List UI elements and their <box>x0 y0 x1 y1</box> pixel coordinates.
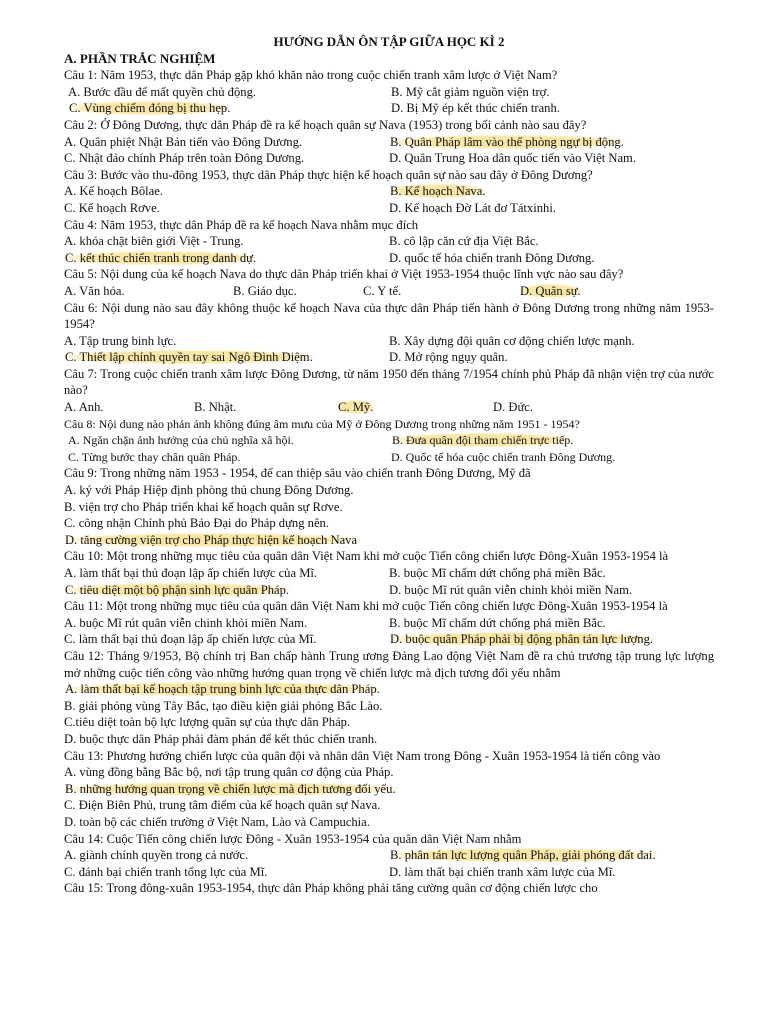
option: A. làm thất bại thủ đoạn lập ấp chiến lược của Mĩ. <box>64 566 318 580</box>
answer-option: B. Đưa quân đội tham chiến trực tiếp. <box>392 433 574 448</box>
option: A. Ngăn chặn ảnh hưởng của chủ nghĩa xã hội. <box>68 433 294 448</box>
option: A. ký với Pháp Hiệp định phòng thủ chung Đông Dương. <box>64 483 354 498</box>
option: A. khóa chặt biên giới Việt - Trung. <box>64 234 244 249</box>
answer-option: C. kết thúc chiến tranh trong danh dự. <box>65 250 257 265</box>
option: D. Quốc tế hóa cuộc chiến tranh Đông Dương. <box>391 449 616 464</box>
question-13: Câu 13: Phương hướng chiến lược của quân đội và nhân dân Việt Nam trong Đông - Xuân 1953-1954 là tiến công vào <box>64 748 661 763</box>
options-14 <box>64 847 714 864</box>
options-10 <box>64 565 714 582</box>
option: D. buộc Mĩ rút quân viễn chinh khỏi miền Nam. <box>389 582 633 597</box>
question-5: Câu 5: Nội dung của kế hoạch Nava do thực dân Pháp triển khai ở Việt 1953-1954 thuộc lĩnh vực nào sau đây? <box>64 267 624 282</box>
options-6 <box>64 333 714 350</box>
options-4 <box>64 233 714 250</box>
question-7: Câu 7: Trong cuộc chiến tranh xâm lược Đông Dương, từ năm 1950 đến tháng 7/1954 chính phủ Pháp đã nhận viện trợ của nước nào? <box>64 366 714 398</box>
options-1b <box>64 100 714 117</box>
worksheet-page <box>64 34 714 897</box>
question-1: Câu 1: Năm 1953, thực dân Pháp gặp khó khăn nào trong cuộc chiến tranh xâm lược ở Việt Nam? <box>64 68 558 83</box>
option: D. làm thất bại chiến tranh xâm lược của Mĩ. <box>389 864 616 879</box>
answer-option: B. Kế hoạch Nava. <box>390 184 486 199</box>
option: B. giải phóng vùng Tây Bắc, tạo điều kiện giải phóng Bắc Lào. <box>64 698 383 713</box>
option: B. buộc Mĩ chấm dứt chống phá miền Bắc. <box>389 566 606 580</box>
option: A. Quân phiệt Nhật Bản tiến vào Đông Dương. <box>64 134 303 149</box>
question-9: Câu 9: Trong những năm 1953 - 1954, để can thiệp sâu vào chiến tranh Đông Dương, Mỹ đã <box>64 466 531 481</box>
options-11 <box>64 615 714 632</box>
option: D. quốc tế hóa chiến tranh Đông Dương. <box>389 250 595 265</box>
options-2 <box>64 134 714 151</box>
option: D. Quân Trung Hoa dân quốc tiến vào Việt Nam. <box>389 151 637 166</box>
answer-option: C. Thiết lập chính quyền tay sai Ngô Đình Diệm. <box>65 350 313 365</box>
option: B. viện trợ cho Pháp triển khai kế hoạch quân sự Rơve. <box>64 499 343 514</box>
option: B. Xây dựng đội quân cơ động chiến lược mạnh. <box>389 333 635 348</box>
option: D. Bị Mỹ ép kết thúc chiến tranh. <box>391 101 560 116</box>
option: B. cô lập căn cứ địa Việt Bắc. <box>389 234 539 249</box>
question-12: Câu 12: Tháng 9/1953, Bộ chính trị Ban chấp hành Trung ương Đảng Lao động Việt Nam đề ra chủ trương tập trung lực lượng mở những cuộc tiến công vào những hướng quan trọng về chiến lược mà địch tương đối yếu nhằm <box>64 648 714 680</box>
answer-option: C. tiêu diệt một bộ phận sinh lực quân Pháp. <box>65 582 290 597</box>
option: B. Nhật. <box>194 400 237 415</box>
question-14: Câu 14: Cuộc Tiến công chiến lược Đông - Xuân 1953-1954 của quân dân Việt Nam nhằm <box>64 831 522 846</box>
question-11: Câu 11: Một trong những mục tiêu của quân dân Việt Nam khi mở cuộc Tiến công chiến lược Đông-Xuân 1953-1954 là <box>64 599 668 614</box>
option: B. buộc Mĩ chấm dứt chống phá miền Bắc. <box>389 615 606 630</box>
options-2b <box>64 150 714 167</box>
answer-option: D. buộc quân Pháp phải bị động phân tán lực lượng. <box>390 632 654 647</box>
options-8b <box>64 449 714 466</box>
option: C. công nhận Chính phủ Bảo Đại do Pháp dựng nên. <box>64 516 329 531</box>
option: D. toàn bộ các chiến trường ở Việt Nam, Lào và Campuchia. <box>64 814 370 829</box>
answer-option: B. phân tán lực lượng quân Pháp, giải phóng đất đai. <box>390 848 656 863</box>
options-1 <box>64 84 714 101</box>
options-6b <box>64 349 714 366</box>
option: C. Y tế. <box>363 283 402 298</box>
option: B. Giáo dục. <box>233 283 297 298</box>
option: C. Nhật đảo chính Pháp trên toàn Đông Dương. <box>64 151 305 166</box>
answer-option: D. tăng cường viện trợ cho Pháp thực hiện kế hoạch Nava <box>65 532 358 547</box>
option: A. Anh. <box>64 400 104 415</box>
options-7 <box>64 399 714 416</box>
option: C. Từng bước thay chân quân Pháp. <box>68 449 241 464</box>
options-10b <box>64 582 714 599</box>
answer-option: B. Quân Pháp lâm vào thế phòng ngự bị động. <box>390 134 624 149</box>
question-6: Câu 6: Nội dung nào sau đây không thuộc kế hoạch Nava của thực dân Pháp tiến hành ở Đông Dương trong những năm 1953-1954? <box>64 300 714 332</box>
answer-option: C. Vùng chiếm đóng bị thu hẹp. <box>69 101 231 116</box>
option: D. Đức. <box>493 400 534 415</box>
options-3 <box>64 183 714 200</box>
option: D. buộc thực dân Pháp phải đàm phán để kết thúc chiến tranh. <box>64 731 378 746</box>
option: A. buộc Mĩ rút quân viễn chinh khỏi miền Nam. <box>64 615 308 630</box>
page-title: HƯỚNG DẪN ÔN TẬP GIỮA HỌC KÌ 2 <box>273 34 505 49</box>
option: A. Kế hoạch Bôlae. <box>64 184 163 199</box>
option: C. làm thất bại thủ đoạn lập ấp chiến lược của Mĩ. <box>64 632 317 647</box>
option: A. Văn hóa. <box>64 283 125 298</box>
option: C. Kế hoạch Rơve. <box>64 200 160 215</box>
options-8 <box>64 432 714 449</box>
option: C. đánh bại chiến tranh tổng lực của Mĩ. <box>64 864 268 879</box>
options-14b <box>64 864 714 881</box>
question-2: Câu 2: Ở Đông Dương, thực dân Pháp đề ra kế hoạch quân sự Nava (1953) trong bối cảnh nào sau đây? <box>64 117 587 132</box>
question-15: Câu 15: Trong đông-xuân 1953-1954, thực dân Pháp không phải tăng cường quân cơ động chiến lược cho <box>64 881 598 896</box>
answer-option: D. Quân sự. <box>520 283 581 298</box>
option: A. vùng đồng bằng Bắc bộ, nơi tập trung quân cơ động của Pháp. <box>64 765 394 780</box>
question-4: Câu 4: Năm 1953, thực dân Pháp đề ra kế hoạch Nava nhằm mục đích <box>64 217 419 232</box>
option: B. Mỹ cắt giảm nguồn viện trợ. <box>391 84 550 99</box>
options-11b <box>64 631 714 648</box>
option: A. Bước đầu để mất quyền chủ động. <box>68 84 257 99</box>
question-8: Câu 8: Nội dung nào phản ánh không đúng âm mưu của Mỹ ở Đông Dương trong những năm 1951 - 1954? <box>64 416 580 431</box>
option: A. giành chính quyền trong cả nước. <box>64 848 249 863</box>
option: D. Mở rộng ngụy quân. <box>389 350 508 365</box>
answer-option: B. những hướng quan trọng về chiến lược mà địch tương đối yếu. <box>65 781 396 796</box>
options-4b <box>64 250 714 267</box>
option: C. Điện Biên Phủ, trung tâm điểm của kế hoạch quân sự Nava. <box>64 798 381 813</box>
answer-option: C. Mỹ. <box>338 400 374 415</box>
section-heading: A. PHẦN TRẮC NGHIỆM <box>64 50 216 66</box>
option: A. Tập trung binh lực. <box>64 333 177 348</box>
question-10: Câu 10: Một trong những mục tiêu của quân dân Việt Nam khi mở cuộc Tiến công chiến lược Đông-Xuân 1953-1954 là <box>64 549 669 564</box>
options-5 <box>64 283 714 300</box>
option: C.tiêu diệt toàn bộ lực lượng quân sự của thực dân Pháp. <box>64 715 351 730</box>
question-3: Câu 3: Bước vào thu-đông 1953, thực dân Pháp thực hiện kế hoạch quân sự nào sau đây ở Đông Dương? <box>64 167 593 182</box>
answer-option: A. làm thất bại kế hoạch tập trung binh lực của thực dân Pháp. <box>65 682 380 697</box>
option: D. Kế hoạch Đờ Lát đơ Tátxinhi. <box>389 200 556 215</box>
options-3b <box>64 200 714 217</box>
